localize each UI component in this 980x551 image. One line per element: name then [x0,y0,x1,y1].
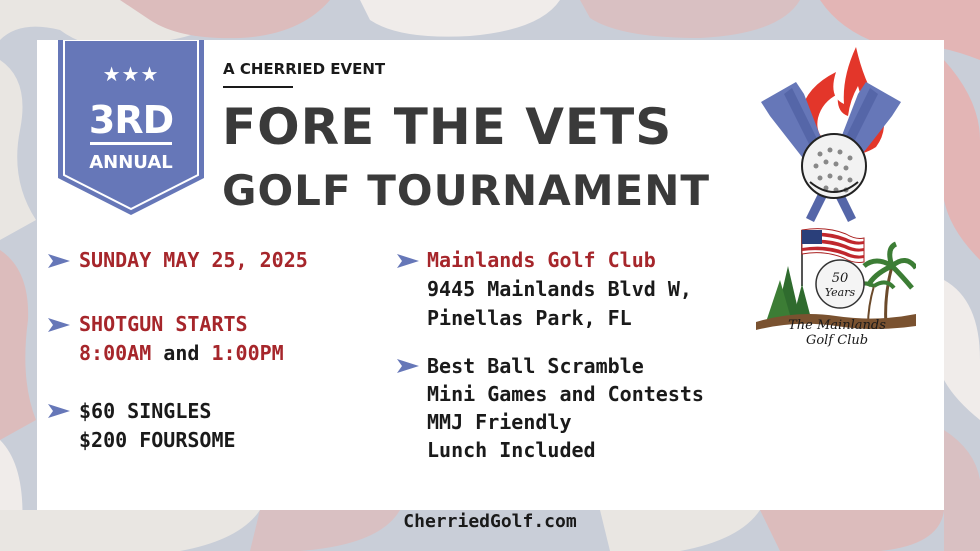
arrow-icon [397,359,419,373]
start-times [79,339,284,368]
venue-address-line2: Pinellas Park, FL [427,306,632,330]
badge-divider [90,142,172,145]
badge-ordinal: 3RD [88,98,174,142]
event-subtitle: GOLF TOURNAMENT [222,166,710,215]
website-link[interactable]: CherriedGolf.com [403,511,577,532]
anniversary-number: 50 [831,271,849,286]
feature-item: Lunch Included [427,438,596,462]
eyebrow-divider [223,86,293,88]
club-name-line2: Golf Club [805,333,869,348]
price-foursome: $200 FOURSOME [79,428,236,452]
arrow-icon [48,318,70,332]
price-singles: $60 SINGLES [79,399,212,423]
annual-badge [58,40,204,215]
start-time-morning: 8:00AM [79,341,152,365]
arrow-icon [48,254,70,268]
venue-address-line1: 9445 Mainlands Blvd W, [427,277,692,301]
event-date: SUNDAY MAY 25, 2025 [79,248,308,272]
badge-annual: ANNUAL [89,152,173,173]
venue-name: Mainlands Golf Club [427,248,656,272]
anniversary-word: Years [824,286,856,299]
feature-item: Best Ball Scramble [427,354,644,378]
cherried-golf-logo [756,42,906,222]
feature-item: Mini Games and Contests [427,382,704,406]
stars-icon: ★★★ [102,62,160,86]
arrow-icon [48,404,70,418]
arrow-icon [397,254,419,268]
club-name-line1: The Mainlands [788,318,886,333]
shotgun-label: SHOTGUN STARTS [79,312,248,336]
start-time-connector: and [151,341,212,365]
club-name [762,318,912,348]
event-title: FORE THE VETS [222,98,673,156]
feature-item: MMJ Friendly [427,410,572,434]
start-time-afternoon: 1:00PM [211,341,284,365]
eyebrow-text: A CHERRIED EVENT [223,60,386,78]
